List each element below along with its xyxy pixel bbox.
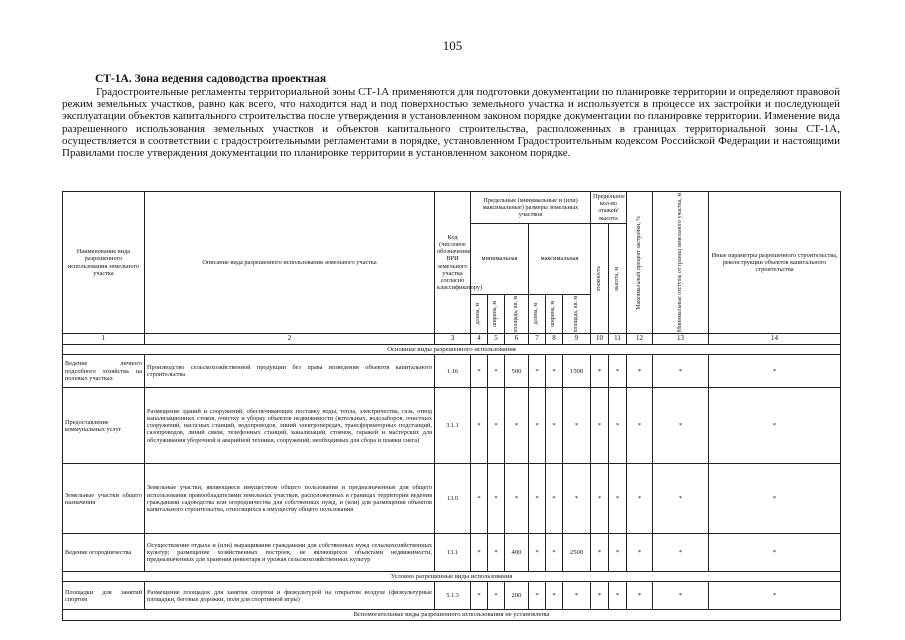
param-value: *	[609, 355, 627, 388]
param-value: *	[591, 388, 609, 464]
table-row	[63, 464, 841, 534]
table-body	[63, 345, 841, 621]
header-description: Описание вида разрешенного использования земельного участка	[145, 192, 435, 334]
param-value: *	[546, 534, 563, 572]
header-min-width: ширина, м	[492, 300, 499, 327]
param-value: *	[709, 582, 841, 610]
section-row	[63, 610, 841, 620]
use-description: Производство сельскохозяйственной продукции без права возведения объектов капитального строительства	[145, 355, 435, 388]
param-value: *	[471, 534, 488, 572]
param-value: 1500	[563, 355, 591, 388]
param-value: *	[546, 582, 563, 610]
param-value: *	[471, 355, 488, 388]
header-max-length: длина, м	[533, 303, 540, 325]
col-number: 7	[529, 334, 546, 345]
param-value: *	[653, 534, 709, 572]
table-row	[63, 582, 841, 610]
param-value: *	[529, 464, 546, 534]
use-code: 1.16	[435, 355, 471, 388]
param-value: *	[627, 534, 653, 572]
param-value: *	[529, 388, 546, 464]
regulations-table	[62, 191, 841, 621]
use-name: Земельные участки общего назначения	[63, 464, 145, 534]
param-value: *	[546, 464, 563, 534]
header-height: высота, м	[613, 266, 620, 291]
param-value: *	[609, 582, 627, 610]
param-value: *	[653, 582, 709, 610]
param-value: *	[529, 534, 546, 572]
param-value: *	[563, 388, 591, 464]
param-value: *	[627, 388, 653, 464]
col-number: 3	[435, 334, 471, 345]
header-min-setback: Минимальные отступы от границ земельного участка, м	[676, 193, 683, 333]
col-number: 10	[591, 334, 609, 345]
table-row	[63, 534, 841, 572]
param-value: *	[563, 582, 591, 610]
table-row	[63, 388, 841, 464]
use-description: Земельные участки, являющиеся имуществом общего пользования и предназначенные для общего использования правообладателями земельных участков, расположенных в границах территории ведения гражданами садоводства или огородничества для собственных нужд, и (или) для размещения объектов капитального строительства, относящихся к имуществу общего пользования	[145, 464, 435, 534]
param-value: *	[505, 464, 529, 534]
param-value: *	[546, 388, 563, 464]
header-minimal: минимальная	[471, 223, 529, 294]
param-value: *	[488, 355, 505, 388]
use-name: Ведение личного подсобного хозяйства на полевых участках	[63, 355, 145, 388]
param-value: *	[488, 534, 505, 572]
param-value: 500	[505, 355, 529, 388]
param-value: *	[609, 534, 627, 572]
header-max-area: площадь, кв. м	[572, 295, 579, 333]
header-min-length: длина, м	[475, 303, 482, 325]
param-value: *	[709, 388, 841, 464]
param-value: *	[563, 464, 591, 534]
use-code: 5.1.3	[435, 582, 471, 610]
col-number: 6	[505, 334, 529, 345]
param-value: *	[591, 534, 609, 572]
section-row	[63, 572, 841, 582]
param-value: *	[488, 464, 505, 534]
use-code: 13.0	[435, 464, 471, 534]
use-name: Предоставление коммунальных услуг	[63, 388, 145, 464]
col-number: 2	[145, 334, 435, 345]
table-row	[63, 355, 841, 388]
param-value: *	[627, 582, 653, 610]
header-floors-count: этажность	[595, 265, 602, 292]
header-limits: Предельные (минимальные и (или) максимальные) размеры земельных участков	[471, 192, 591, 224]
col-number: 11	[609, 334, 627, 345]
intro-paragraph: Градостроительные регламенты территориальной зоны СТ-1А применяются для подготовки документации по планировке территории и определяют правовой режим земельных участков, равно как всего, что находится над и под поверхностью земельного участка и используется в процессе их застройки и последующей эксплуатации объектов капитального строительства после утверждения в установленном законом порядке документации по планировке территории. Изменение вида разрешенного использования земельных участков и объектов капитального строительства, расположенных в границах территориальной зоны СТ-1А, осуществляется в соответствии с градостроительными регламентами в порядке, установленном Градостроительным кодексом Российской Федерации и настоящими Правилами после утверждения документации по планировке территории в установленном законом порядке.	[62, 86, 840, 160]
header-floors: Предельное кол-во этажей/ высота	[591, 192, 627, 224]
header-code: Код (числовое обозначение ВРИ земельного участка согласно классификатору)	[435, 192, 471, 334]
param-value: *	[546, 355, 563, 388]
param-value: *	[505, 388, 529, 464]
section-title: Основные виды разрешенного использования	[63, 345, 841, 355]
param-value: *	[488, 582, 505, 610]
use-code: 3.1.1	[435, 388, 471, 464]
param-value: *	[471, 582, 488, 610]
header-other: Иные параметры разрешенного строительства, реконструкции объектов капитального строительства	[709, 192, 841, 334]
col-number: 1	[63, 334, 145, 345]
header-name: Наименование вида разрешенного использования земельного участка	[63, 192, 145, 334]
header-max-percent: Максимальный процент застройки, %	[635, 215, 642, 310]
param-value: 400	[505, 534, 529, 572]
param-value: *	[471, 388, 488, 464]
col-number: 9	[563, 334, 591, 345]
param-value: 2500	[563, 534, 591, 572]
use-description: Размещение зданий и сооружений, обеспечивающих поставку воды, тепла, электричества, газа, отвод канализационных стоков, очистку и уборку объектов недвижимости (котельных, водозаборов, очистных сооружений, насосных станций, водопроводов, линий электропередач, трансформаторных подстанций, газопроводов, линий связи, телефонных станций, канализаций, стоянок, гаражей и мастерских для обслуживания уборочной и аварийной техники, сооружений, необходимых для сбора и плавки снега)	[145, 388, 435, 464]
use-description: Осуществление отдыха и (или) выращивания гражданами для собственных нужд сельскохозяйственных культур; размещение хозяйственных построек, не являющихся объектами недвижимости, предназначенных для хранения инвентаря и урожая сельскохозяйственных культур	[145, 534, 435, 572]
param-value: *	[591, 582, 609, 610]
param-value: *	[488, 388, 505, 464]
col-number: 13	[653, 334, 709, 345]
param-value: *	[591, 464, 609, 534]
param-value: *	[609, 388, 627, 464]
param-value: *	[609, 464, 627, 534]
use-description: Размещение площадок для занятия спортом и физкультурой на открытом воздухе (физкультурные площадки, беговые дорожки, поля для спортивной игры)	[145, 582, 435, 610]
header-max-width: ширина, м	[550, 300, 557, 327]
param-value: *	[529, 355, 546, 388]
param-value: 200	[505, 582, 529, 610]
header-maximal: максимальная	[529, 223, 591, 294]
param-value: *	[529, 582, 546, 610]
use-name: Ведение огородничества	[63, 534, 145, 572]
param-value: *	[591, 355, 609, 388]
param-value: *	[709, 355, 841, 388]
page-number: 105	[442, 38, 463, 53]
col-number: 14	[709, 334, 841, 345]
col-number: 4	[471, 334, 488, 345]
param-value: *	[627, 464, 653, 534]
section-title: Условно разрешенные виды использования	[63, 572, 841, 582]
param-value: *	[709, 464, 841, 534]
use-name: Площадки для занятий спортом	[63, 582, 145, 610]
section-title: Вспомогательные виды разрешенного использования не установлены	[63, 610, 841, 620]
header-min-area: площадь, кв. м	[512, 295, 519, 333]
section-row	[63, 345, 841, 355]
param-value: *	[627, 355, 653, 388]
param-value: *	[653, 464, 709, 534]
param-value: *	[471, 464, 488, 534]
col-number: 8	[546, 334, 563, 345]
param-value: *	[653, 388, 709, 464]
param-value: *	[709, 534, 841, 572]
col-number: 5	[488, 334, 505, 345]
param-value: *	[653, 355, 709, 388]
col-number: 12	[627, 334, 653, 345]
use-code: 13.1	[435, 534, 471, 572]
zone-heading: СТ-1А. Зона ведения садоводства проектная	[95, 73, 327, 85]
